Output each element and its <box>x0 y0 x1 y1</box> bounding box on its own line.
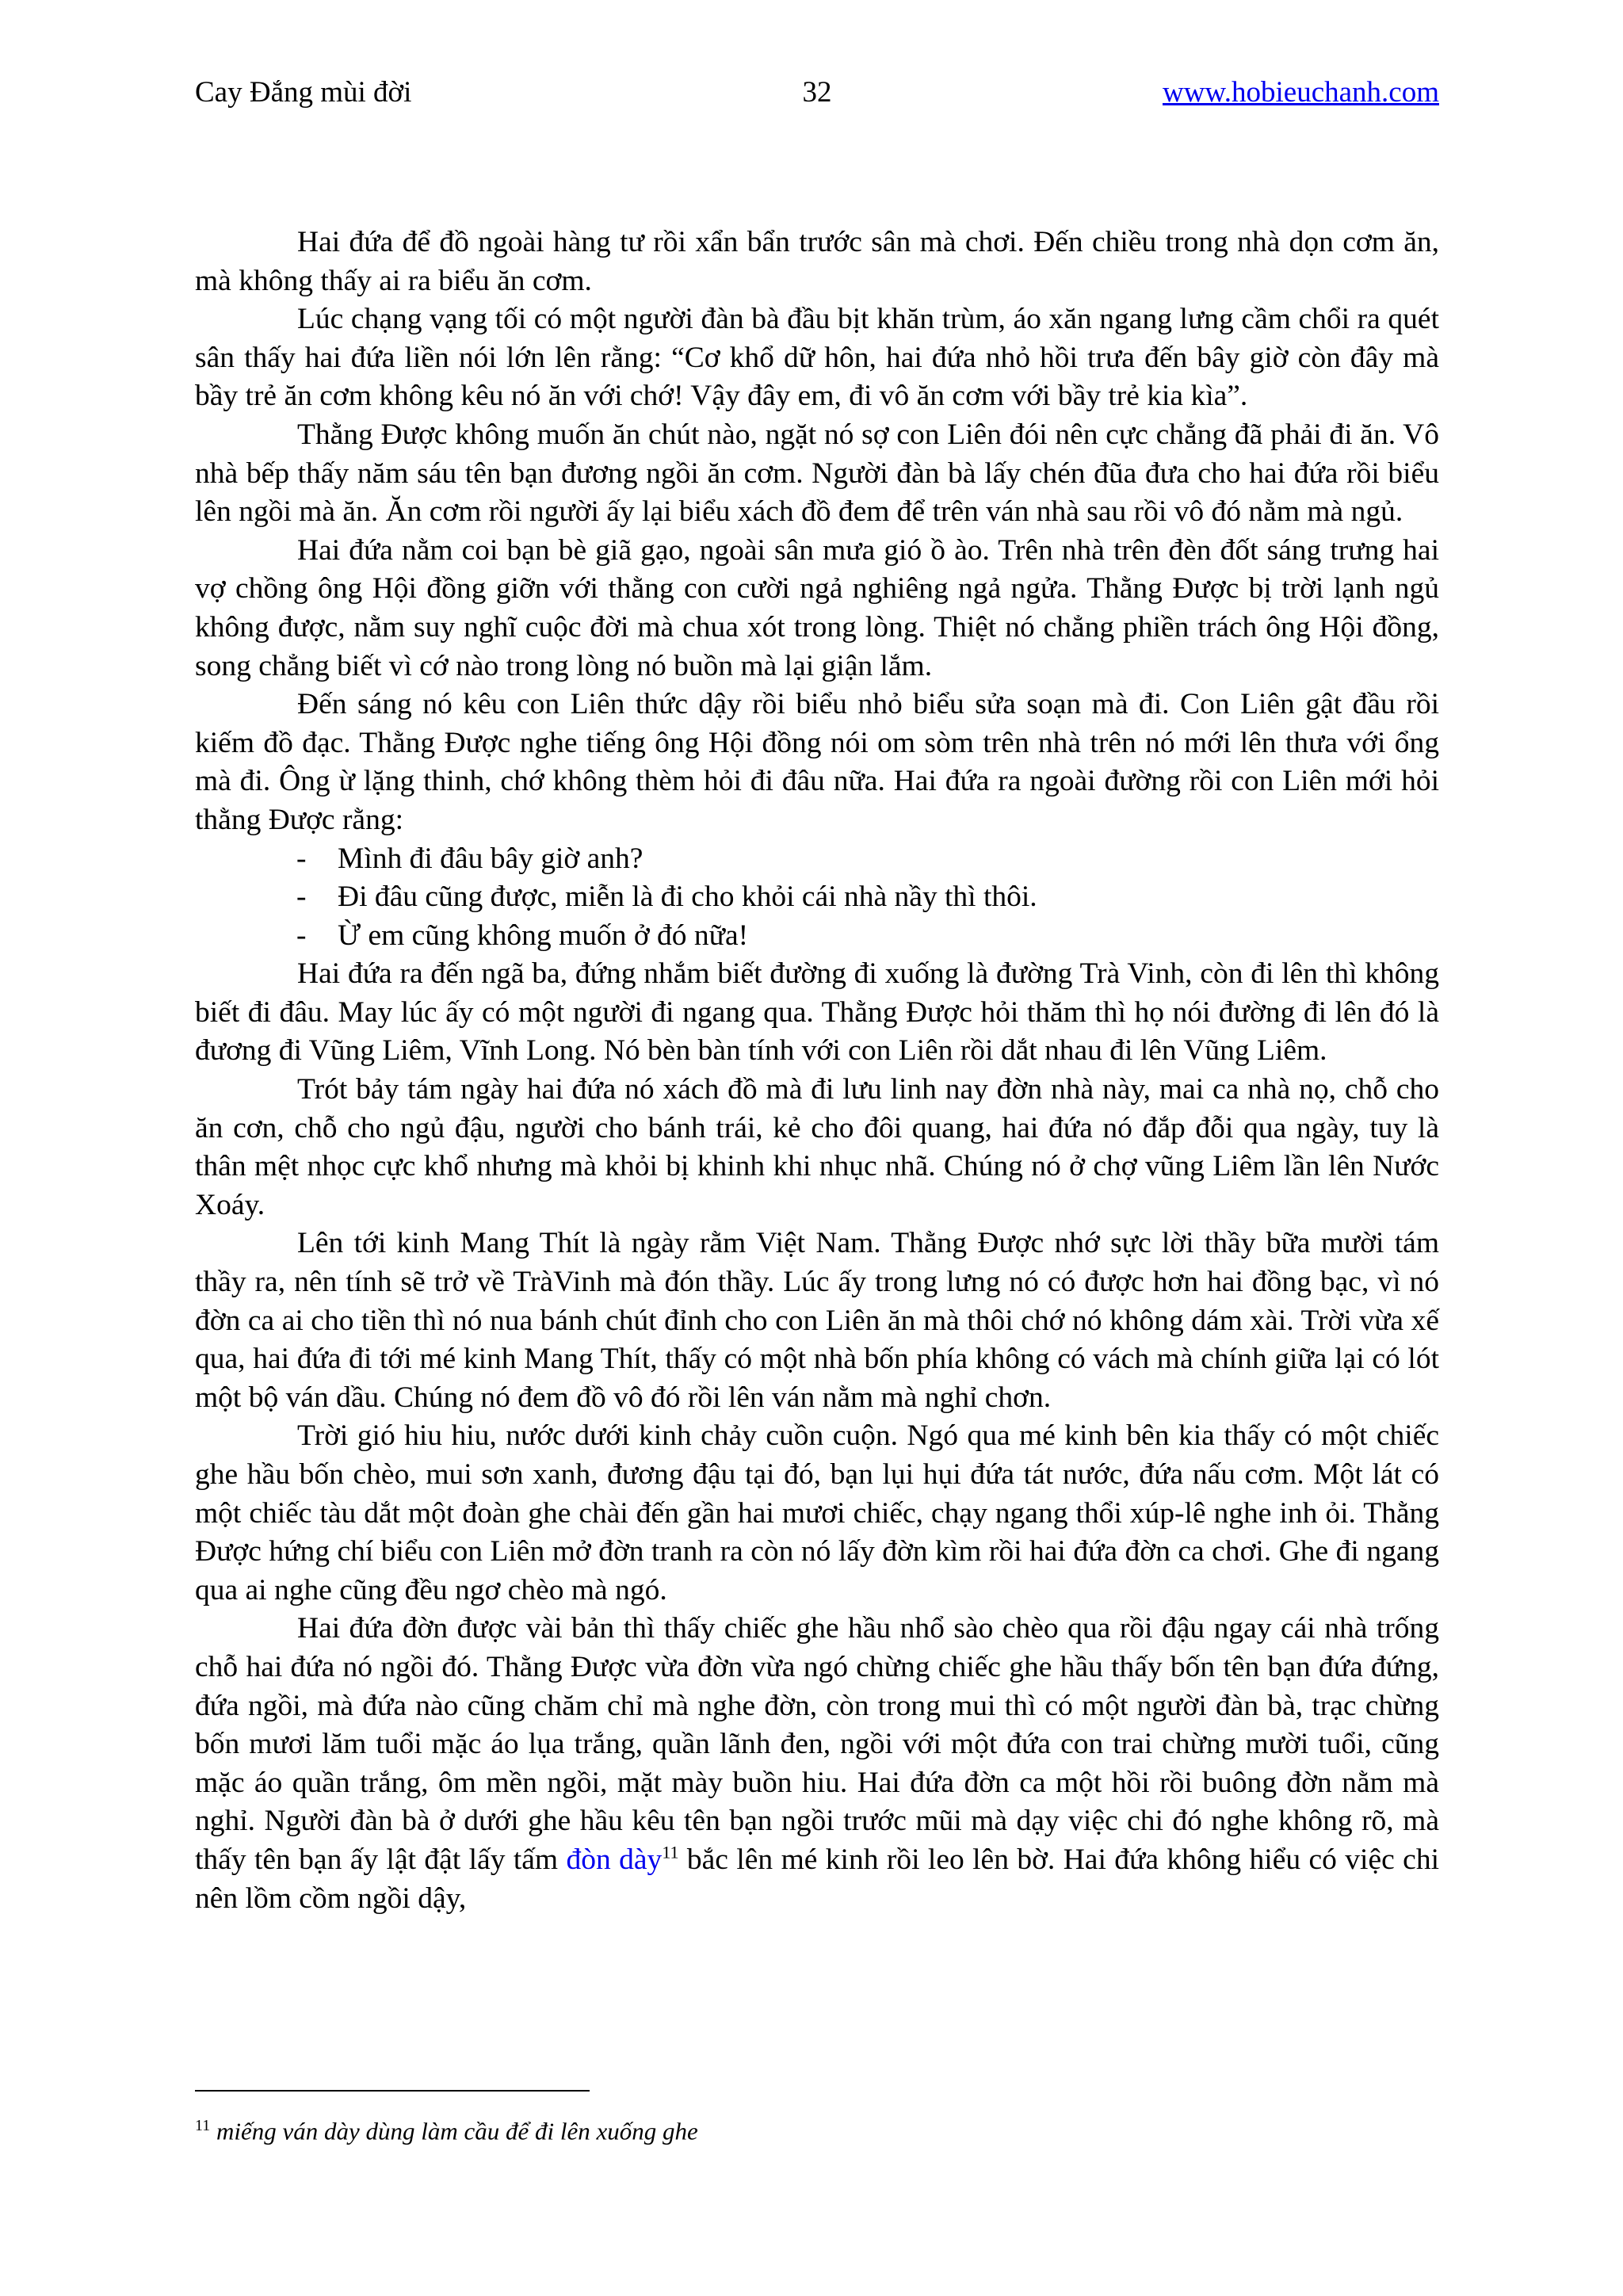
dash-mark: - <box>296 881 307 914</box>
footnote <box>195 2110 1439 2147</box>
body-text <box>195 223 1439 1918</box>
dialogue-text: Đi đâu cũng được, miễn là đi cho khỏi cái nhà nầy thì thôi. <box>338 881 1037 914</box>
page-number: 32 <box>802 76 832 109</box>
footnote-text: miếng ván dày dùng làm cầu để đi lên xuống ghe <box>216 2117 698 2145</box>
paragraph <box>195 1610 1439 1918</box>
page-header <box>195 73 1439 113</box>
dialogue-text: Ừ em cũng không muốn ở đó nữa! <box>338 919 749 952</box>
paragraph: Hai đứa nằm coi bạn bè giã gạo, ngoài sân mưa gió ồ ào. Trên nhà trên đèn đốt sáng trưng hai vợ chồng ông Hội đồng giỡn với thằng con cười ngả nghiêng ngả ngửa. Thằng Được bị trời lạnh ngủ không được, nằm suy nghĩ cuộc đời mà chua xót trong lòng. Thiệt nó chẳng phiền trách ông Hội đồng, song chẳng biết vì cớ nào trong lòng nó buồn mà lại giận lắm. <box>195 533 1439 682</box>
footnote-term-link[interactable]: đòn dày <box>566 1843 663 1876</box>
paragraph-text: Hai đứa đờn được vài bản thì thấy chiếc ghe hầu nhổ sào chèo qua rồi đậu ngay cái nhà trống chỗ hai đứa nó ngồi đó. Thằng Được vừa đờn vừa ngó chừng chiếc ghe hầu thấy bốn tên bạn đứa đứng, đứa ngồi, mà đứa nào cũng chăm chỉ mà nghe đờn, còn trong mui thì có một người đàn bà, trạc chừng bốn mươi lăm tuổi mặc áo lụa trắng, quần lãnh đen, ngồi với một đứa con trai chừng mười tuổi, cũng mặc áo quần trắng, ôm mền ngồi, mặt mày buồn hiu. Hai đứa đờn ca một hồi rồi buông đờn nằm mà nghỉ. Người đàn bà ở dưới ghe hầu kêu tên bạn ngồi trước mũi mà dạy việc chi đó nghe không rõ, mà thấy tên bạn ấy lật đật lấy tấm <box>195 1612 1439 1876</box>
paragraph: Trời gió hiu hiu, nước dưới kinh chảy cuồn cuộn. Ngó qua mé kinh bên kia thấy có một chiếc ghe hầu bốn chèo, mui sơn xanh, đương đậu tại đó, bạn lụi hụi đứa tát nước, đứa nấu cơm. Một lát có một chiếc tàu dắt một đoàn ghe chài đến gần hai mươi chiếc, chạy ngang thổi xúp-lê nghe inh ỏi. Thằng Được hứng chí biểu con Liên mở đờn tranh ra còn nó lấy đờn kìm rồi hai đứa đờn ca chơi. Ghe đi ngang qua ai nghe cũng đều ngơ chèo mà ngó. <box>195 1419 1439 1606</box>
paragraph: Hai đứa ra đến ngã ba, đứng nhắm biết đường đi xuống là đường Trà Vinh, còn đi lên thì không biết đi đâu. May lúc ấy có một người đi ngang qua. Thằng Được hỏi thăm thì họ nói đường đi lên đó là đương đi Vũng Liêm, Vĩnh Long. Nó bèn bàn tính với con Liên rồi dắt nhau đi lên Vũng Liêm. <box>195 957 1439 1068</box>
footnote-reference[interactable]: 11 <box>662 1842 679 1862</box>
footnote-number: 11 <box>195 2117 211 2134</box>
paragraph: Thằng Được không muốn ăn chút nào, ngặt nó sợ con Liên đói nên cực chẳng đã phải đi ăn. Vô nhà bếp thấy năm sáu tên bạn đương ngồi ăn cơm. Người đàn bà lấy chén đũa đưa cho hai đứa rồi biểu lên ngồi mà ăn. Ăn cơm rồi người ấy lại biểu xách đồ đem để trên ván nhà sau rồi vô đó nằm mà ngủ. <box>195 418 1439 529</box>
paragraph: Trót bảy tám ngày hai đứa nó xách đồ mà đi lưu linh nay đờn nhà này, mai ca nhà nọ, chỗ cho ăn cơn, chỗ cho ngủ đậu, người cho bánh trái, kẻ cho đôi quang, hai đứa nó đắp đỗi qua ngày, tuy là thân mệt nhọc cực khổ nhưng mà khỏi bị khinh khi nhục nhã. Chúng nó ở chợ vũng Liêm lần lên Nước Xoáy. <box>195 1073 1439 1221</box>
dialogue-line <box>195 917 1439 956</box>
paragraph: Lúc chạng vạng tối có một người đàn bà đầu bịt khăn trùm, áo xăn ngang lưng cầm chổi ra quét sân thấy hai đứa liền nói lớn lên rằng: “Cơ khổ dữ hôn, hai đứa nhỏ hồi trưa đến bây giờ còn đây mà bầy trẻ ăn cơm không kêu nó ăn với chớ! Vậy đây em, đi vô ăn cơm với bầy trẻ kia kìa”. <box>195 303 1439 413</box>
dialogue-text: Mình đi đâu bây giờ anh? <box>338 842 643 875</box>
dash-mark: - <box>296 842 307 875</box>
website-link[interactable]: www.hobieuchanh.com <box>1162 76 1439 109</box>
book-title: Cay Đắng mùi đời <box>195 76 412 109</box>
dialogue-line <box>195 878 1439 917</box>
paragraph: Đến sáng nó kêu con Liên thức dậy rồi biểu nhỏ biểu sửa soạn mà đi. Con Liên gật đầu rồi kiếm đồ đạc. Thằng Được nghe tiếng ông Hội đồng nói om sòm trên nhà trên nó mới lên thưa với ổng mà đi. Ông ừ lặng thinh, chớ không thèm hỏi đi đâu nữa. Hai đứa ra ngoài đường rồi con Liên mới hỏi thằng Được rằng: <box>195 688 1439 836</box>
dialogue-line <box>195 840 1439 879</box>
dash-mark: - <box>296 919 307 952</box>
paragraph: Hai đứa để đồ ngoài hàng tư rồi xẩn bẩn trước sân mà chơi. Đến chiều trong nhà dọn cơm ăn, mà không thấy ai ra biểu ăn cơm. <box>195 226 1439 297</box>
paragraph: Lên tới kinh Mang Thít là ngày rằm Việt Nam. Thằng Được nhớ sực lời thầy bữa mười tám thầy ra, nên tính sẽ trở về TràVinh mà đón thầy. Lúc ấy trong lưng nó có được hơn hai đồng bạc, vì nó đờn ca ai cho tiền thì nó nua bánh chút đỉnh cho con Liên ăn mà thôi chớ nó không dám xài. Trời vừa xế qua, hai đứa đi tới mé kinh Mang Thít, thấy có một nhà bốn phía không có vách mà chính giữa lại có lót một bộ ván dầu. Chúng nó đem đồ vô đó rồi lên ván nằm mà nghỉ chơn. <box>195 1227 1439 1414</box>
paragraph-text: bắc lên mé kinh rồi leo lên bờ. Hai đứa không hiểu có việc chi nên lồm cồm ngồi dậy, <box>195 1843 1439 1915</box>
footnote-divider <box>195 2090 590 2092</box>
